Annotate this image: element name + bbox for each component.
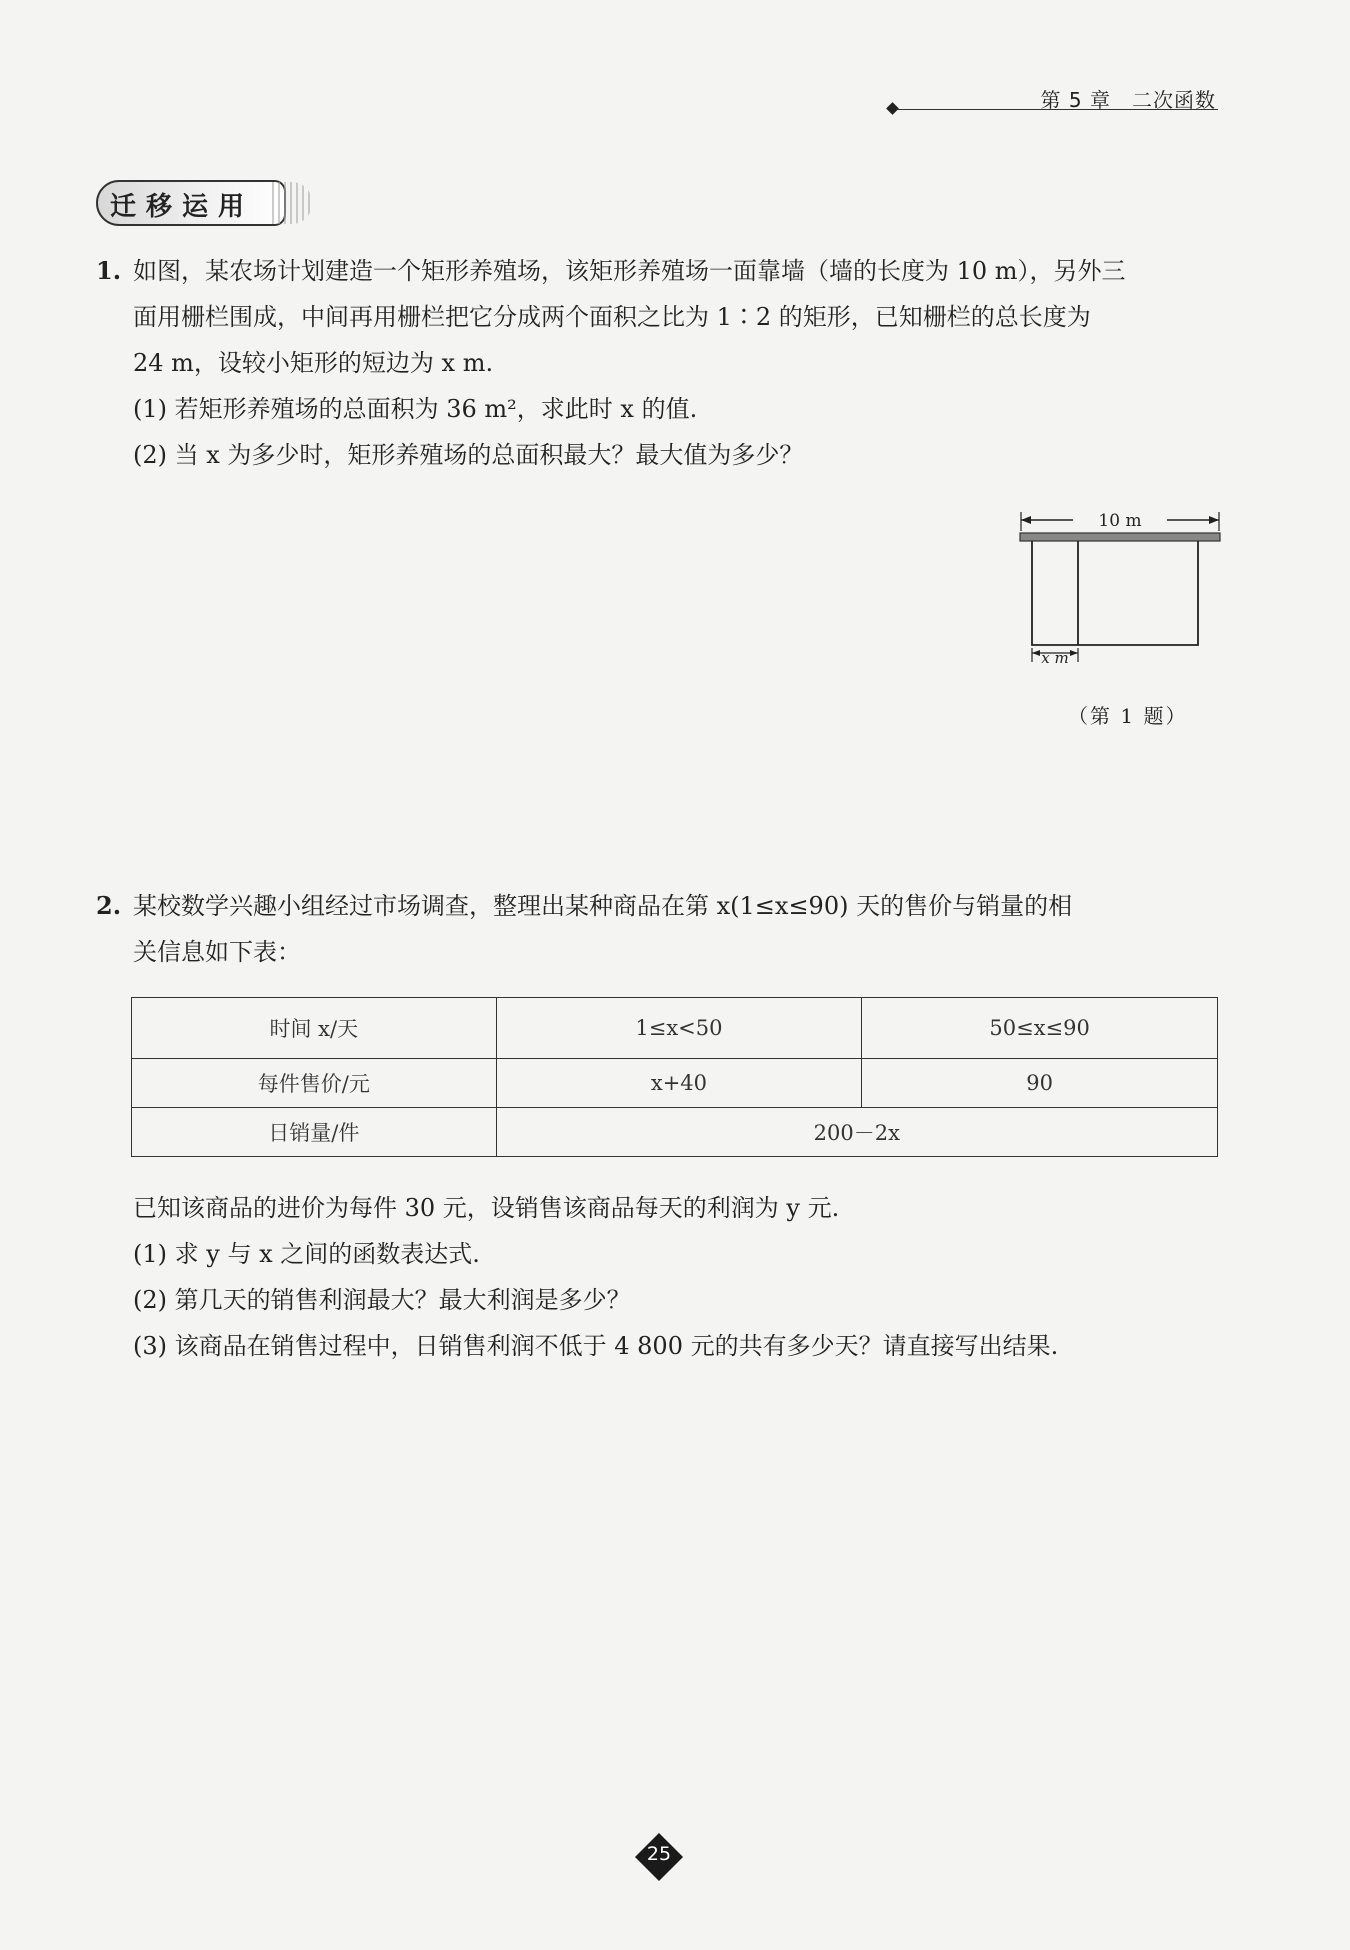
- question-2-part-2: (2) 第几天的销售利润最大？最大利润是多少？: [133, 1286, 631, 1314]
- table-cell: 90: [862, 1059, 1218, 1108]
- table-cell: x+40: [496, 1059, 862, 1108]
- table-cell: 1≤x<50: [496, 998, 862, 1059]
- page-number-text: 25: [646, 1843, 672, 1865]
- section-badge: [96, 180, 316, 228]
- question-1-line-3: 24 m，设较小矩形的短边为 x m.: [133, 349, 494, 377]
- question-2-part-3: (3) 该商品在销售过程中，日销售利润不低于 4 800 元的共有多少天？请直接写出结果.: [133, 1332, 1059, 1360]
- question-2-number: 2.: [96, 891, 122, 920]
- question-2-given: 已知该商品的进价为每件 30 元，设销售该商品每天的利润为 y 元.: [133, 1194, 840, 1222]
- x-arrow-left-icon: [1032, 650, 1040, 656]
- wall: [1020, 533, 1220, 541]
- section-badge-stripes: [272, 182, 312, 224]
- figure-caption: （第 1 题）: [1068, 704, 1188, 728]
- chapter-title: 第 5 章 二次函数: [1040, 88, 1216, 112]
- fence-outline: [1032, 541, 1198, 645]
- wall-length-label: 10 m: [1098, 511, 1142, 531]
- section-title: 迁移运用: [110, 192, 255, 222]
- question-2-line-1: 某校数学兴趣小组经过市场调查，整理出某种商品在第 x(1≤x≤90) 天的售价与销量的相: [133, 892, 1073, 920]
- question-1-part-2: (2) 当 x 为多少时，矩形养殖场的总面积最大？最大值为多少？: [133, 441, 804, 469]
- farm-diagram: [1015, 505, 1225, 665]
- question-1-part-1: (1) 若矩形养殖场的总面积为 36 m²，求此时 x 的值.: [133, 395, 698, 423]
- table-row: [132, 1108, 1218, 1157]
- table-cell: 50≤x≤90: [862, 998, 1218, 1059]
- running-header: [888, 82, 1218, 112]
- arrow-left-icon: [1021, 516, 1031, 524]
- question-2-line-2: 关信息如下表：: [133, 938, 301, 966]
- question-1-line-1: 如图，某农场计划建造一个矩形养殖场，该矩形养殖场一面靠墙（墙的长度为 10 m），另外三: [133, 257, 1126, 285]
- table-cell: 时间 x/天: [132, 998, 497, 1059]
- question-1-line-2: 面用栅栏围成，中间再用栅栏把它分成两个面积之比为 1∶2 的矩形，已知栅栏的总长度为: [133, 303, 1091, 331]
- question-2-part-1: (1) 求 y 与 x 之间的函数表达式.: [133, 1240, 480, 1268]
- x-arrow-right-icon: [1070, 650, 1078, 656]
- table-cell: 200－2x: [496, 1108, 1217, 1157]
- arrow-right-icon: [1209, 516, 1219, 524]
- table-row: [132, 1059, 1218, 1108]
- x-length-label: x m: [1041, 649, 1069, 665]
- table-row: [132, 998, 1218, 1059]
- question-1-number: 1.: [96, 256, 122, 285]
- page-number: [637, 1835, 681, 1879]
- table-cell: 每件售价/元: [132, 1059, 497, 1108]
- table-cell: 日销量/件: [132, 1108, 497, 1157]
- sales-table: [131, 997, 1218, 1157]
